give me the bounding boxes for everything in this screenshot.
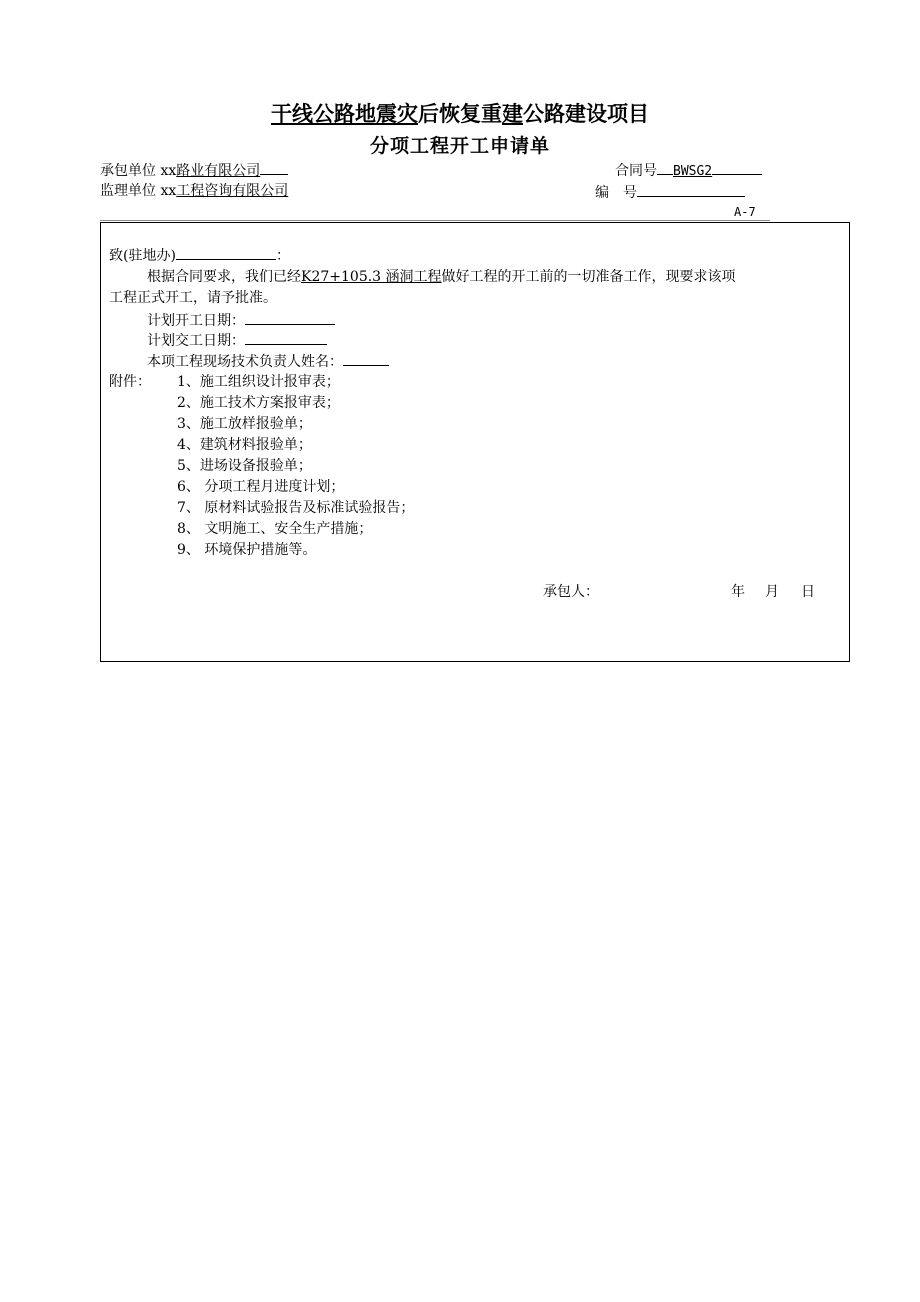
addressee-blank: [176, 245, 276, 260]
intro-project: K27+105.3 涵洞工程: [301, 269, 442, 285]
form-code: A-7: [734, 205, 756, 219]
intro-pre: 根据合同要求，我们已经: [147, 269, 301, 285]
signer-label: 承包人：: [543, 584, 599, 600]
plan-end-label: 计划交工日期：: [147, 333, 245, 349]
serial-label: 编 号: [595, 185, 637, 201]
intro-line-1: [147, 267, 736, 287]
document-title: [0, 98, 920, 128]
supervisor-label: 监理单位: [100, 183, 156, 199]
contract-no-row: [615, 160, 762, 181]
contractor-row: [100, 160, 288, 180]
addressee-label: 致(驻地办): [109, 248, 176, 264]
attachment-item: 5、进场设备报验单；: [177, 458, 312, 474]
contract-no-value: BWSG2: [673, 164, 713, 179]
contractor-name-underline: [260, 160, 288, 175]
attachment-item: 2、施工技术方案报审表；: [177, 395, 340, 411]
addressee-colon: ：: [275, 248, 290, 264]
document-subtitle: 分项工程开工申请单: [369, 135, 550, 157]
attachment-item: 4、建筑材料报验单；: [177, 437, 312, 453]
date-year-label: 年: [731, 584, 745, 600]
tech-lead-blank: [343, 351, 389, 366]
contract-no-underline-lead: [657, 160, 673, 175]
attachment-item: 3、施工放样报验单；: [177, 416, 312, 432]
plan-start-line: [147, 310, 335, 331]
contractor-label: 承包单位: [100, 163, 156, 179]
supervisor-prefix: xx: [160, 183, 177, 199]
title-part-1: 干线公路地震灾: [271, 102, 418, 126]
contract-no-underline-trail: [712, 160, 762, 175]
supervisor-name: 工程咨询有限公司: [176, 183, 289, 199]
attachment-item: 1、施工组织设计报审表；: [177, 374, 340, 390]
tech-lead-line: [147, 351, 389, 372]
tech-lead-label: 本项工程现场技术负责人姓名：: [147, 354, 343, 370]
addressee-line: [109, 245, 290, 266]
serial-row: [595, 182, 745, 202]
attachment-item: 9、 环境保护措施等。: [177, 542, 317, 558]
date-day-label: 日: [801, 584, 815, 600]
attachments-label: 附件：: [109, 374, 151, 390]
plan-end-line: [147, 330, 327, 351]
plan-start-label: 计划开工日期：: [147, 313, 245, 329]
serial-underline: [637, 182, 745, 197]
date-month-label: 月: [765, 584, 779, 600]
header-divider: [100, 220, 770, 221]
application-form-box: [100, 222, 850, 662]
attachment-item: 6、 分项工程月进度计划；: [177, 479, 345, 495]
supervisor-row: [100, 182, 288, 200]
contractor-prefix: xx: [160, 163, 177, 179]
attachment-item: 8、 文明施工、安全生产措施；: [177, 521, 373, 537]
title-part-2: 后恢复重: [418, 102, 502, 126]
intro-line-2: 工程正式开工，请予批准。: [109, 290, 277, 306]
attachment-item: 7、 原材料试验报告及标准试验报告；: [177, 500, 415, 516]
intro-post: 做好工程的开工前的一切准备工作，现要求该项: [441, 269, 736, 285]
contractor-name: 路业有限公司: [176, 163, 261, 179]
plan-start-blank: [245, 310, 335, 325]
plan-end-blank: [245, 330, 327, 345]
contract-no-label: 合同号: [615, 163, 657, 179]
title-part-3: 建: [502, 102, 523, 126]
title-part-4: 公路建设项目: [523, 102, 649, 126]
